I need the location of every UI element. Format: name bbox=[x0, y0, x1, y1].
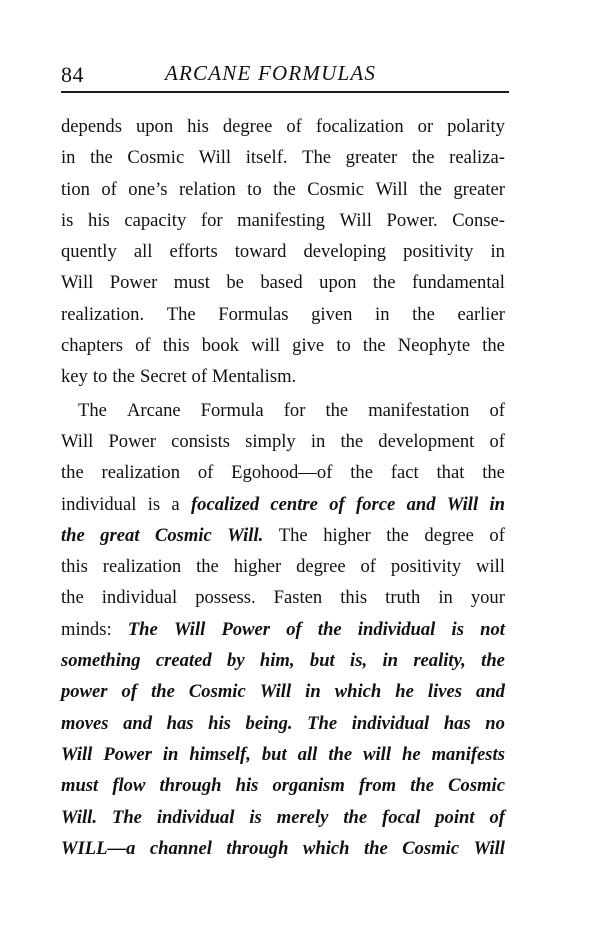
italic-word: the bbox=[328, 743, 353, 765]
italic-word: but bbox=[309, 650, 335, 672]
italic-word: something bbox=[61, 650, 141, 672]
italic-word: Will. bbox=[61, 806, 97, 828]
word: give bbox=[292, 335, 325, 357]
word: higher bbox=[323, 524, 371, 546]
italic-word: no bbox=[485, 712, 505, 734]
word: The bbox=[166, 303, 196, 325]
word: of bbox=[286, 116, 302, 137]
word: the bbox=[196, 556, 219, 578]
word: consists bbox=[171, 430, 230, 452]
word: in bbox=[375, 303, 390, 325]
italic-word: WILL—a bbox=[61, 837, 136, 859]
text-line bbox=[61, 676, 505, 707]
word: of bbox=[135, 335, 151, 357]
word: the bbox=[412, 303, 435, 325]
word: this bbox=[340, 587, 368, 609]
italic-word: Will bbox=[259, 681, 292, 703]
italic-word: his bbox=[208, 712, 231, 734]
italic-word: manifests bbox=[431, 743, 505, 765]
word: manifesting bbox=[237, 209, 325, 231]
word: the bbox=[90, 147, 113, 169]
italic-word: he bbox=[395, 681, 414, 703]
italic-word: is bbox=[451, 618, 464, 640]
italic-word: must bbox=[61, 775, 99, 797]
word: book bbox=[201, 335, 239, 357]
word: Power bbox=[109, 272, 158, 294]
italic-word: The bbox=[127, 618, 158, 640]
italic-word: of bbox=[121, 681, 138, 703]
word: of bbox=[489, 430, 505, 452]
italic-word: in bbox=[489, 493, 505, 515]
word: realization bbox=[102, 556, 182, 578]
word: must bbox=[173, 272, 210, 294]
italic-word: Will bbox=[446, 493, 479, 515]
italic-word: organism bbox=[272, 775, 345, 797]
text-line bbox=[61, 833, 505, 864]
italic-word: merely bbox=[276, 806, 329, 828]
italic-word: will bbox=[363, 743, 391, 765]
text-line bbox=[61, 802, 505, 833]
word: of bbox=[360, 556, 376, 578]
italic-word: point bbox=[435, 806, 475, 828]
word: the bbox=[411, 147, 435, 169]
italic-word: in bbox=[382, 650, 398, 672]
italic-word: not bbox=[480, 618, 505, 640]
word: given bbox=[311, 303, 353, 325]
word: Mentalism. bbox=[212, 366, 297, 388]
word: upon bbox=[135, 116, 174, 137]
word: realization bbox=[101, 462, 181, 484]
word: Will bbox=[339, 209, 372, 231]
italic-word: the bbox=[481, 650, 505, 672]
word: the bbox=[372, 272, 396, 294]
text-line bbox=[61, 770, 505, 801]
text-line bbox=[61, 205, 505, 236]
word: in bbox=[61, 147, 76, 169]
word: in bbox=[438, 587, 453, 609]
italic-word: has bbox=[443, 712, 471, 734]
word: development bbox=[378, 430, 475, 452]
word: the bbox=[112, 366, 136, 388]
word: polarity bbox=[447, 116, 505, 137]
italic-word: himself, bbox=[189, 743, 251, 765]
italic-word: of bbox=[329, 493, 345, 515]
word: Arcane bbox=[126, 399, 181, 421]
page-number: 84 bbox=[61, 62, 84, 87]
word: The bbox=[78, 399, 107, 421]
italic-word: force bbox=[356, 493, 396, 515]
italic-word: but bbox=[261, 743, 287, 765]
italic-word: of bbox=[489, 806, 505, 828]
text-line bbox=[61, 426, 505, 457]
italic-word: and bbox=[406, 493, 436, 515]
italic-word: individual bbox=[156, 806, 235, 828]
italic-word: in bbox=[305, 681, 321, 703]
italic-word: the bbox=[151, 681, 175, 703]
italic-word: centre bbox=[270, 493, 318, 515]
word: the bbox=[61, 462, 84, 484]
text-line bbox=[61, 614, 505, 645]
word: fact bbox=[390, 462, 419, 484]
word: positivity bbox=[390, 556, 462, 578]
word: the bbox=[362, 335, 386, 357]
word: individual bbox=[101, 587, 178, 609]
italic-word: from bbox=[358, 775, 397, 797]
italic-word: lives bbox=[427, 681, 462, 703]
word: be bbox=[226, 272, 244, 294]
text-line bbox=[61, 174, 505, 205]
word: realiza- bbox=[449, 147, 505, 169]
italic-word: being. bbox=[245, 712, 293, 734]
italic-word: focal bbox=[382, 806, 421, 828]
word: the bbox=[273, 178, 296, 200]
word: of bbox=[489, 524, 505, 546]
word: The bbox=[302, 147, 332, 169]
italic-word: the bbox=[61, 524, 85, 546]
word: fundamental bbox=[411, 272, 505, 294]
italic-word: the bbox=[343, 806, 368, 828]
italic-word: which bbox=[302, 837, 350, 859]
word: your bbox=[470, 587, 505, 609]
word: of bbox=[197, 462, 214, 484]
word: the bbox=[61, 587, 84, 609]
word: will bbox=[476, 556, 505, 578]
text-line bbox=[61, 582, 505, 613]
italic-word: The bbox=[111, 806, 142, 828]
word: of bbox=[489, 399, 505, 421]
word: the bbox=[482, 335, 505, 357]
word: quently bbox=[61, 241, 117, 263]
word: Conse- bbox=[452, 209, 505, 231]
italic-word: of bbox=[286, 618, 302, 640]
text-line bbox=[61, 489, 505, 520]
text-line bbox=[61, 236, 505, 267]
word: of bbox=[101, 178, 117, 200]
running-head: ARCANE FORMULAS bbox=[165, 61, 377, 85]
word: Egohood—of bbox=[231, 462, 333, 484]
word: Will bbox=[61, 430, 94, 452]
word: this bbox=[61, 556, 88, 578]
italic-word: is bbox=[249, 806, 262, 828]
italic-word: Cosmic bbox=[188, 681, 246, 703]
italic-word: power bbox=[61, 681, 108, 703]
italic-word: through bbox=[226, 837, 289, 859]
italic-word: reality, bbox=[413, 650, 466, 672]
word: chapters bbox=[61, 335, 123, 357]
italic-word: Cosmic bbox=[402, 837, 460, 859]
word: possess. bbox=[195, 587, 256, 609]
word: tion bbox=[61, 178, 90, 200]
word: realization. bbox=[61, 303, 145, 325]
italic-word: Power bbox=[103, 743, 152, 765]
italic-word: Will bbox=[61, 743, 93, 765]
word: Neophyte bbox=[397, 335, 471, 357]
word: itself. bbox=[245, 147, 288, 169]
text-line bbox=[61, 330, 505, 361]
word: Power. bbox=[386, 209, 438, 231]
italic-word: focalized bbox=[190, 493, 260, 515]
word: earlier bbox=[457, 303, 505, 325]
italic-word: has bbox=[166, 712, 194, 734]
text-line bbox=[61, 551, 505, 582]
header-rule bbox=[61, 91, 509, 93]
word: efforts bbox=[169, 241, 218, 263]
italic-word: which bbox=[334, 681, 382, 703]
word: the bbox=[419, 178, 442, 200]
word: the bbox=[482, 462, 505, 484]
word: or bbox=[417, 116, 434, 137]
text-line bbox=[61, 708, 505, 739]
word: to bbox=[247, 178, 262, 200]
text-line bbox=[61, 395, 505, 426]
word: depends bbox=[61, 116, 122, 137]
word: Formula bbox=[200, 399, 264, 421]
word: greater bbox=[345, 147, 398, 169]
italic-word: Cosmic bbox=[448, 775, 505, 797]
italic-word: Will bbox=[473, 837, 505, 859]
word: Will bbox=[375, 178, 408, 200]
word: Fasten bbox=[273, 587, 323, 609]
word: Cosmic bbox=[307, 178, 365, 200]
word: simply bbox=[245, 430, 296, 452]
word: truth bbox=[385, 587, 421, 609]
italic-word: Will. bbox=[227, 524, 264, 546]
word: the bbox=[340, 430, 364, 452]
page-header bbox=[61, 58, 509, 94]
word: his bbox=[187, 116, 209, 137]
italic-word: individual bbox=[351, 712, 430, 734]
italic-word: in bbox=[162, 743, 179, 765]
word: his bbox=[88, 209, 110, 231]
word: to bbox=[92, 366, 108, 388]
text-line bbox=[61, 361, 505, 392]
word: will bbox=[251, 335, 281, 357]
italic-word: the bbox=[317, 618, 342, 640]
word: higher bbox=[233, 556, 282, 578]
italic-word: and bbox=[123, 712, 153, 734]
body-text bbox=[61, 111, 505, 864]
italic-word: Power bbox=[221, 618, 271, 640]
word: upon bbox=[319, 272, 357, 294]
text-line bbox=[61, 142, 505, 173]
text-line bbox=[61, 520, 505, 551]
word: a bbox=[171, 493, 180, 515]
italic-word: great bbox=[100, 524, 140, 546]
word: based bbox=[260, 272, 303, 294]
italic-word: all bbox=[297, 743, 318, 765]
word: individual bbox=[61, 493, 137, 515]
text-line bbox=[61, 111, 505, 142]
word: manifestation bbox=[368, 399, 470, 421]
word: key bbox=[61, 366, 88, 388]
word: Will bbox=[198, 147, 232, 169]
word: degree bbox=[424, 524, 474, 546]
word: that bbox=[436, 462, 465, 484]
word: is bbox=[61, 209, 74, 231]
word: Cosmic bbox=[127, 147, 185, 169]
word: toward bbox=[234, 241, 287, 263]
italic-word: through bbox=[159, 775, 222, 797]
text-line bbox=[61, 299, 505, 330]
italic-word: and bbox=[476, 681, 505, 703]
word: to bbox=[336, 335, 351, 357]
word: degree bbox=[222, 116, 273, 137]
word: of bbox=[191, 366, 208, 388]
word: relation bbox=[178, 178, 236, 200]
italic-word: him, bbox=[259, 650, 295, 672]
italic-word: Cosmic bbox=[154, 524, 212, 546]
text-line bbox=[61, 645, 505, 676]
word: this bbox=[162, 335, 190, 357]
word: degree bbox=[296, 556, 346, 578]
word: Power bbox=[108, 430, 156, 452]
text-line bbox=[61, 267, 505, 298]
word: greater bbox=[453, 178, 505, 200]
word: in bbox=[310, 430, 326, 452]
italic-word: The bbox=[307, 712, 338, 734]
word: the bbox=[325, 399, 349, 421]
word: one’s bbox=[128, 178, 168, 200]
italic-word: is, bbox=[350, 650, 368, 672]
word: Secret bbox=[140, 366, 187, 388]
italic-word: he bbox=[402, 743, 421, 765]
word: in bbox=[490, 241, 505, 263]
italic-word: the bbox=[363, 837, 388, 859]
word: minds: bbox=[61, 618, 112, 640]
word: The bbox=[278, 524, 308, 546]
italic-word: channel bbox=[149, 837, 212, 859]
word: is bbox=[147, 493, 161, 515]
word: positivity bbox=[403, 241, 474, 263]
italic-word: Will bbox=[173, 618, 206, 640]
italic-word: flow bbox=[112, 775, 146, 797]
italic-word: moves bbox=[61, 712, 109, 734]
word: focalization bbox=[315, 116, 404, 137]
word: for bbox=[283, 399, 306, 421]
word: the bbox=[386, 524, 409, 546]
italic-word: the bbox=[410, 775, 435, 797]
word: developing bbox=[303, 241, 387, 263]
text-line bbox=[61, 739, 505, 770]
word: capacity bbox=[124, 209, 187, 231]
word: Formulas bbox=[218, 303, 289, 325]
word: all bbox=[133, 241, 153, 263]
word: the bbox=[350, 462, 373, 484]
word: for bbox=[200, 209, 223, 231]
text-line bbox=[61, 457, 505, 488]
italic-word: his bbox=[235, 775, 259, 797]
word: Will bbox=[61, 272, 94, 294]
italic-word: individual bbox=[357, 618, 436, 640]
italic-word: created bbox=[155, 650, 212, 672]
italic-word: by bbox=[227, 650, 245, 672]
